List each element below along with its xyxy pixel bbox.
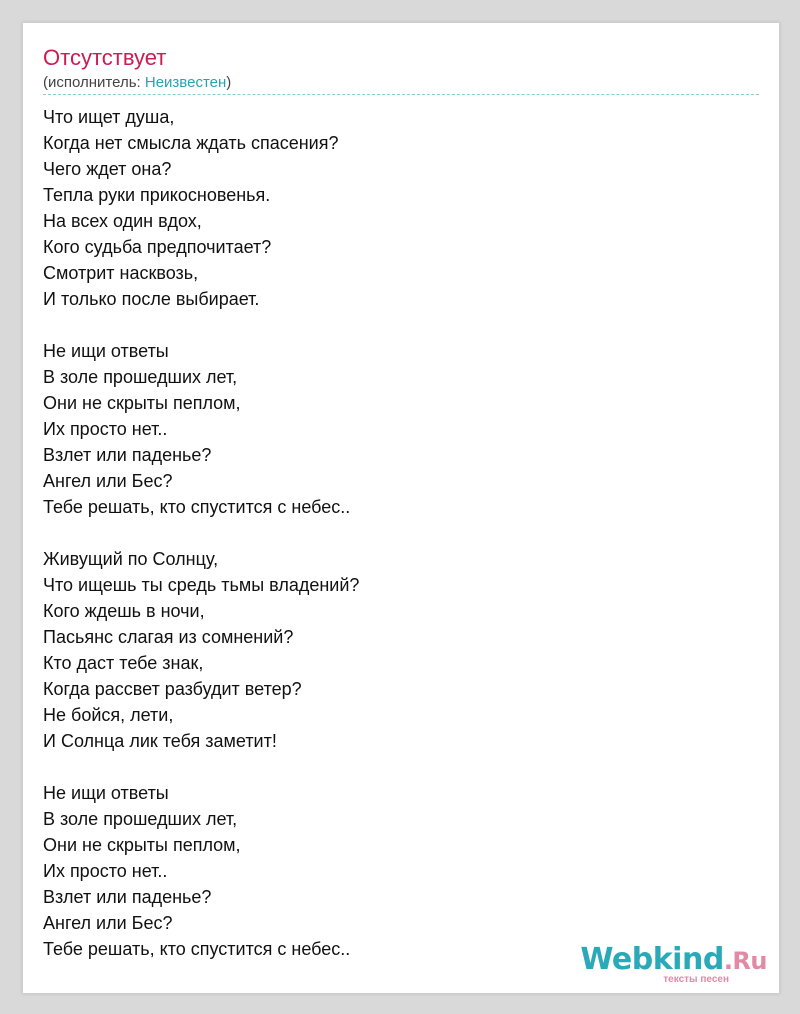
lyrics-body xyxy=(43,104,743,988)
lyric-line: Тебе решать, кто спустится с небес.. xyxy=(43,497,351,517)
lyric-line: И только после выбирает. xyxy=(43,289,260,309)
lyric-line: Когда рассвет разбудит ветер? xyxy=(43,679,302,699)
lyric-line: Что ищешь ты средь тьмы владений? xyxy=(43,575,360,595)
lyric-line: Не бойся, лети, xyxy=(43,705,174,725)
lyric-line: Ангел или Бес? xyxy=(43,471,173,491)
lyric-line: Их просто нет.. xyxy=(43,419,168,439)
lyric-line: Пасьянс слагая из сомнений? xyxy=(43,627,294,647)
lyrics-stanza xyxy=(43,104,743,312)
lyric-line: Смотрит насквозь, xyxy=(43,263,199,283)
artist-link[interactable]: Неизвестен xyxy=(144,74,227,91)
lyric-line: Кто даст тебе знак, xyxy=(43,653,204,673)
logo-word: Webkind xyxy=(580,942,724,977)
song-title: Отсутствует xyxy=(43,45,167,70)
artist-line xyxy=(43,73,231,93)
lyric-line: И Солнца лик тебя заметит! xyxy=(43,731,277,751)
logo-tagline: тексты песен xyxy=(663,974,729,985)
lyrics-card xyxy=(22,22,780,994)
lyric-line: Что ищет душа, xyxy=(43,107,175,127)
lyrics-stanza xyxy=(43,780,743,962)
lyric-line: Они не скрыты пеплом, xyxy=(43,835,241,855)
lyric-line: Взлет или паденье? xyxy=(43,887,212,907)
lyric-line: Чего ждет она? xyxy=(43,159,172,179)
lyric-line: Ангел или Бес? xyxy=(43,913,173,933)
lyric-line: В золе прошедших лет, xyxy=(43,809,238,829)
lyric-line: Тебе решать, кто спустится с небес.. xyxy=(43,939,351,959)
lyric-line: Не ищи ответы xyxy=(43,341,169,361)
artist-prefix: (исполнитель: xyxy=(43,74,145,91)
lyric-line: Они не скрыты пеплом, xyxy=(43,393,241,413)
lyric-line: Когда нет смысла ждать спасения? xyxy=(43,133,339,153)
lyrics-stanza xyxy=(43,546,743,754)
lyric-line: Кого ждешь в ночи, xyxy=(43,601,205,621)
lyric-line: Кого судьба предпочитает? xyxy=(43,237,272,257)
lyric-line: Их просто нет.. xyxy=(43,861,168,881)
lyric-line: Живущий по Солнцу, xyxy=(43,549,219,569)
title-divider xyxy=(43,94,759,95)
logo-tld: .Ru xyxy=(723,947,767,975)
lyric-line: Тепла руки прикосновенья. xyxy=(43,185,271,205)
lyric-line: Не ищи ответы xyxy=(43,783,169,803)
logo-wordmark xyxy=(580,943,767,978)
webkind-logo[interactable] xyxy=(567,943,767,985)
lyric-line: В золе прошедших лет, xyxy=(43,367,238,387)
lyrics-stanza xyxy=(43,338,743,520)
artist-suffix: ) xyxy=(226,74,232,91)
lyric-line: На всех один вдох, xyxy=(43,211,202,231)
lyric-line: Взлет или паденье? xyxy=(43,445,212,465)
